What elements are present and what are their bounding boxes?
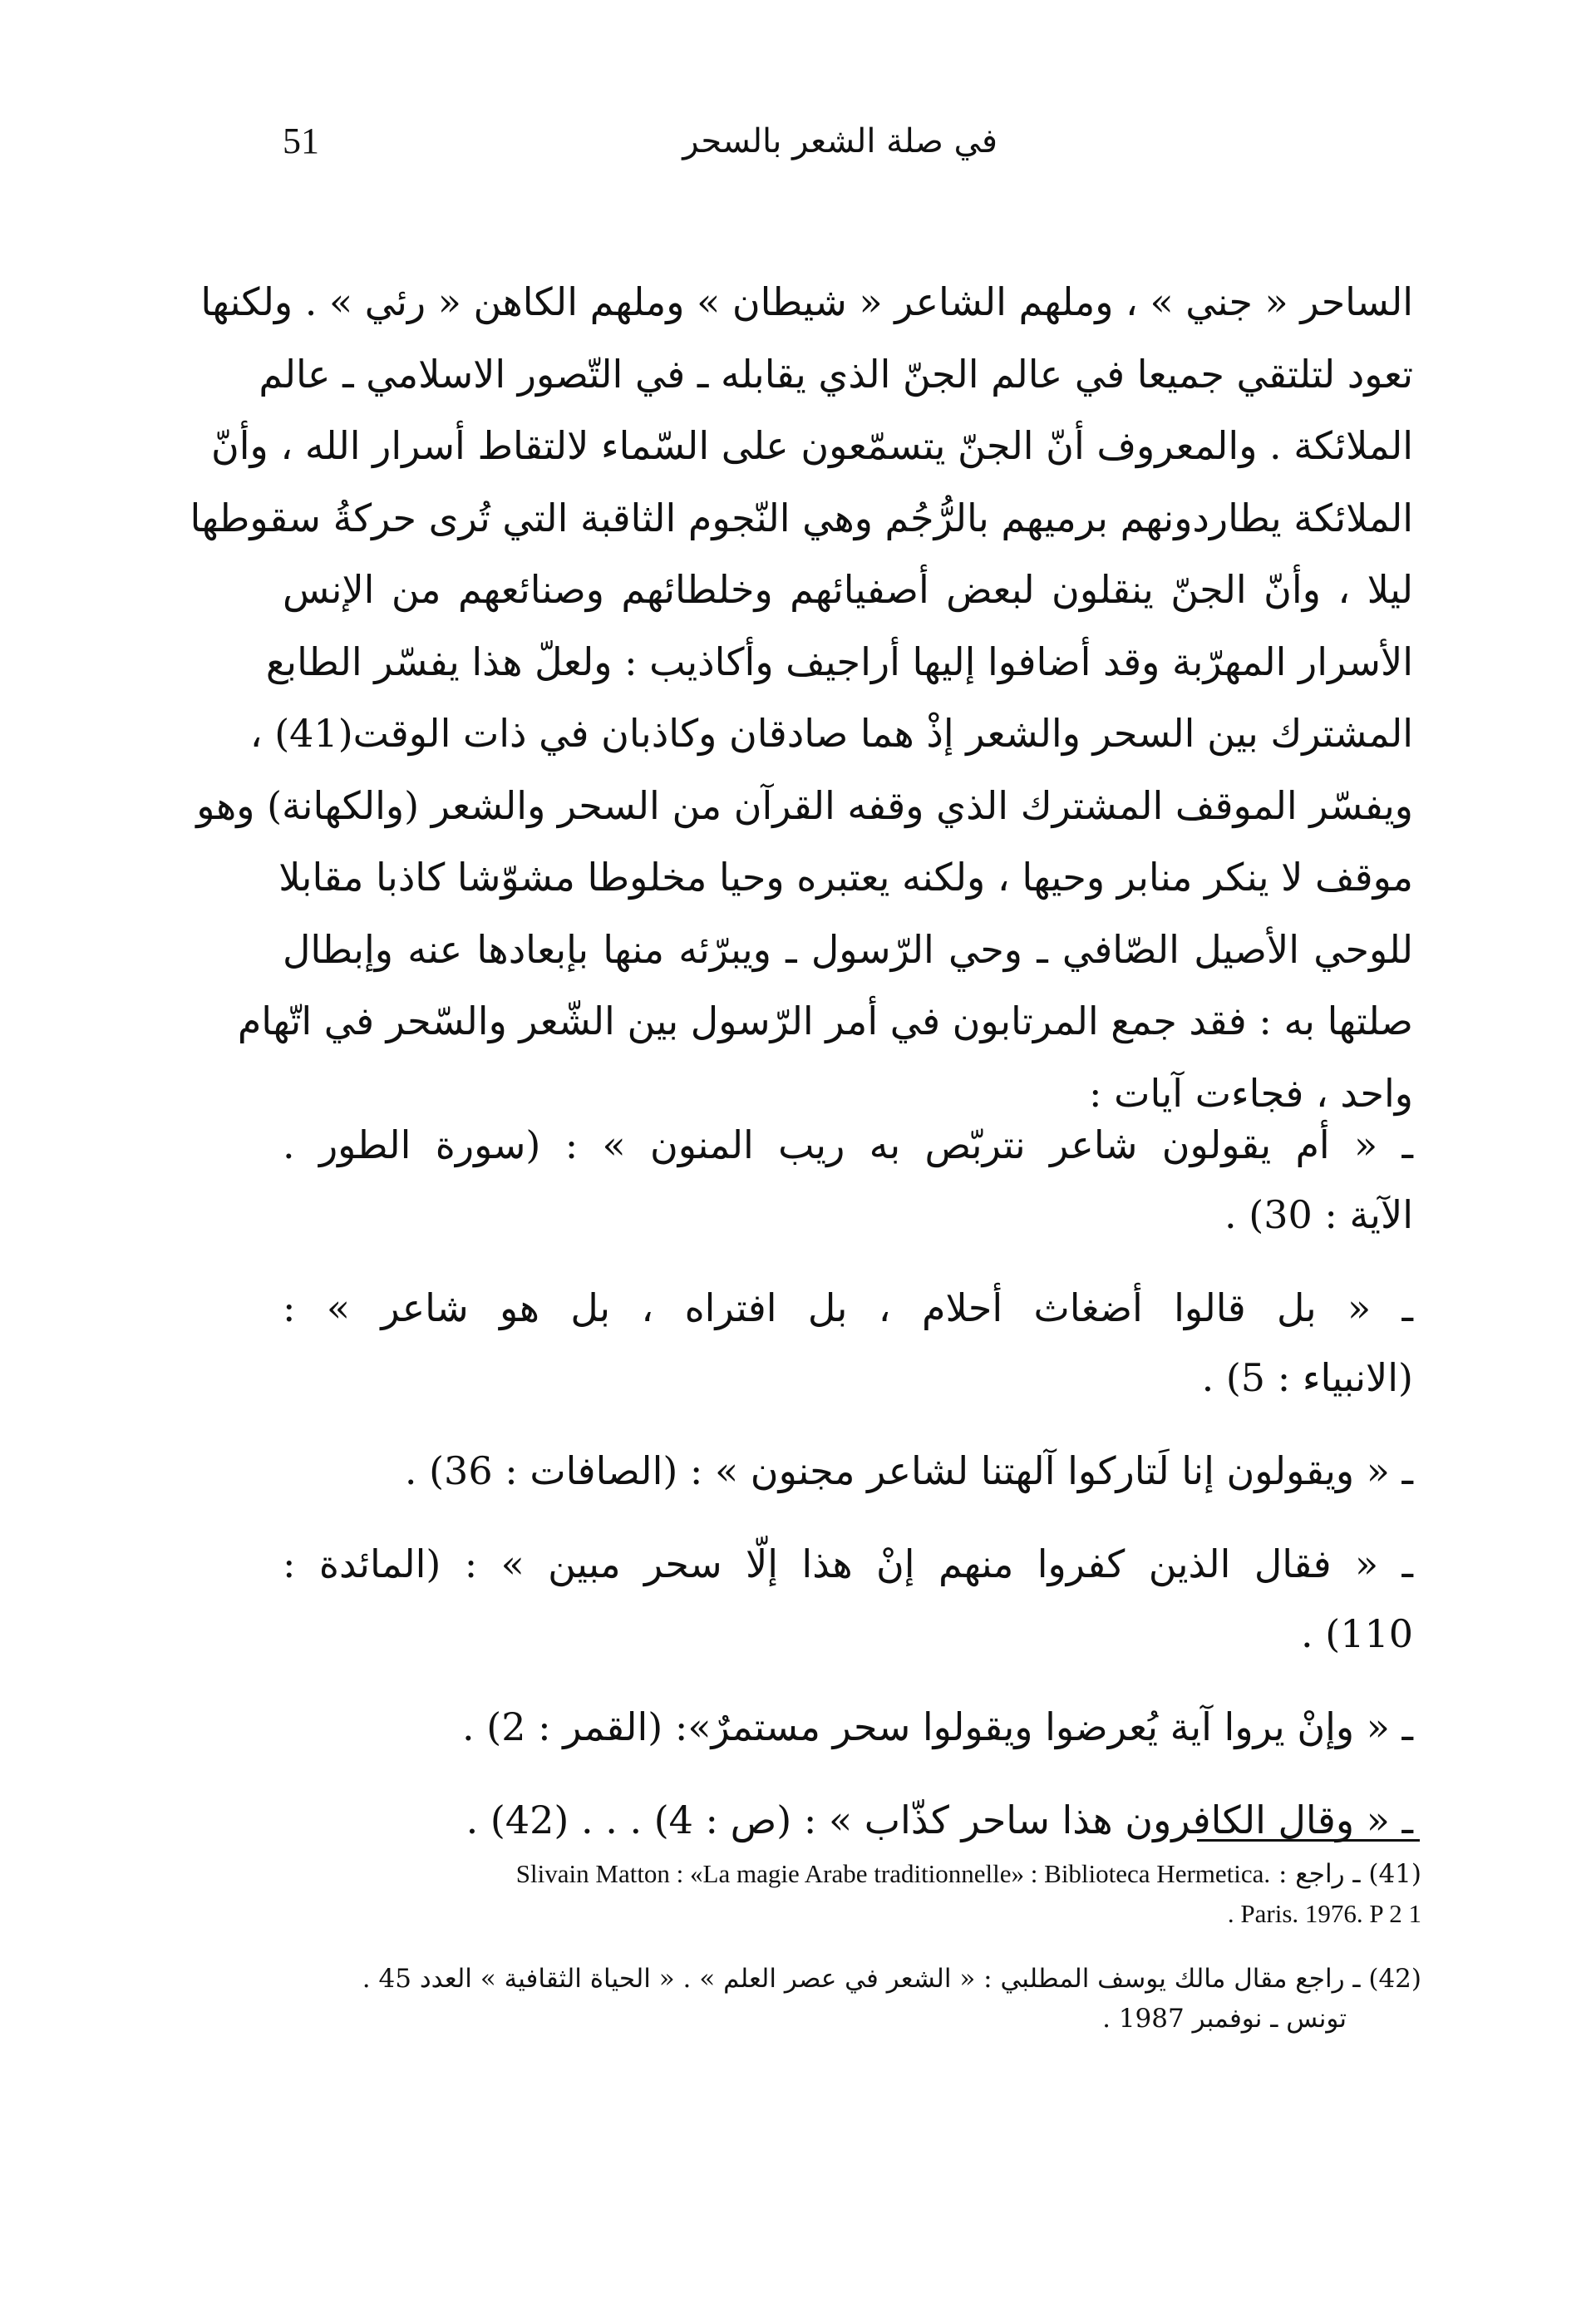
verse-item (283, 1273, 1413, 1413)
verse-line: ـ « وإنْ يروا آية يُعرضوا ويقولوا سحر مستمرٌ»: (القمر : 2) . (461, 1704, 1413, 1749)
footnote-42-line-2: تونس ـ نوفمبر 1987 . (1102, 2004, 1347, 2034)
paragraph-line: موقف لا ينكر منابر وحيها ، ولكنه يعتبره وحيا مخلوطا مشوّشا كاذبا مقابلا (278, 855, 1413, 900)
verse-line: ـ « أم يقولون شاعر نتربّص به ريب المنون » : (سورة الطور . (283, 1122, 1413, 1167)
verse-line: 110) . (1300, 1611, 1413, 1656)
footnote-41-line-1 (283, 1854, 1421, 1894)
footnote-41-reference: Slivain Matton : «La magie Arabe traditionnelle» : Biblioteca Hermetica. (515, 1859, 1271, 1888)
paragraph-line: تعود لتلتقي جميعا في عالم الجنّ الذي يقابله ـ في التّصور الاسلامي ـ عالم (259, 351, 1413, 397)
footnote-divider (1197, 1839, 1420, 1842)
paragraph-line: الملائكة يطاردونهم برميهم بالرُّجُم وهي النّجوم الثاقبة التي تُرى حركةُ سقوطها (190, 495, 1413, 540)
main-paragraph (190, 266, 1413, 1129)
quran-verse-list (283, 1110, 1413, 1878)
paragraph-line: المشترك بين السحر والشعر إذْ هما صادقان وكاذبان في ذات الوقت(41) ، (249, 711, 1413, 756)
paragraph-line: الساحر « جني » ، وملهم الشاعر « شيطان » وملهم الكاهن « رئي » . ولكنها (200, 279, 1413, 324)
verse-line: ـ « فقال الذين كفروا منهم إنْ هذا إلّا سحر مبين » : (المائدة : (283, 1541, 1413, 1586)
verse-item (283, 1436, 1413, 1506)
page-header (283, 116, 1413, 183)
verse-line: الآية : 30) . (1224, 1192, 1413, 1237)
verse-item (283, 1529, 1413, 1669)
footnotes (283, 1854, 1421, 2064)
paragraph-line: ويفسّر الموقف المشترك الذي وقفه القرآن من السحر والشعر (والكهانة) وهو (196, 782, 1413, 828)
paragraph-line: واحد ، فجاءت آيات : (1089, 1070, 1413, 1116)
paragraph-line: للوحي الأصيل الصّافي ـ وحي الرّسول ـ ويبرّئه منها بإبعادها عنه وإبطال (283, 926, 1413, 972)
footnote-41 (283, 1854, 1421, 1934)
footnote-42-line-1: (42) ـ راجع مقال مالك يوسف المطلبي : « الشعر في عصر العلم » . « الحياة الثقافية » العدد 45 . (362, 1964, 1421, 1994)
paragraph-line: الأسرار المهرّبة وقد أضافوا إليها أراجيف وأكاذيب : ولعلّ هذا يفسّر الطابع (265, 639, 1413, 684)
verse-line: (الانبياء : 5) . (1201, 1355, 1413, 1400)
verse-item (283, 1785, 1413, 1855)
paragraph-line: ليلا ، وأنّ الجنّ ينقلون لبعض أصفيائهم وخلطائهم وصنائعهم من الإنس (283, 567, 1413, 612)
paragraph-line: صلتها به : فقد جمع المرتابون في أمر الرّسول بين الشّعر والسّحر في اتّهام (237, 999, 1413, 1043)
verse-line: ـ « وقال الكافرون هذا ساحر كذّاب » : (ص : 4) . . . (42) . (466, 1798, 1413, 1842)
footnote-41-line-2: . Paris. 1976. P 2 1 (1227, 1899, 1421, 1928)
footnote-42 (283, 1959, 1421, 2039)
footnote-41-marker: (41) ـ راجع : (1278, 1859, 1421, 1889)
verse-item (283, 1692, 1413, 1762)
verse-line: ـ « ويقولون إنا لَتاركوا آلهتنا لشاعر مجنون » : (الصافات : 36) . (404, 1448, 1413, 1493)
page-number: 51 (283, 121, 319, 161)
paragraph-line: الملائكة . والمعروف أنّ الجنّ يتسمّعون على السّماء لالتقاط أسرار الله ، وأنّ (210, 423, 1413, 468)
verse-line: ـ « بل قالوا أضغاث أحلام ، بل افتراه ، بل هو شاعر » : (283, 1285, 1413, 1330)
running-title: في صلة الشعر بالسحر (682, 122, 998, 160)
verse-item (283, 1110, 1413, 1250)
